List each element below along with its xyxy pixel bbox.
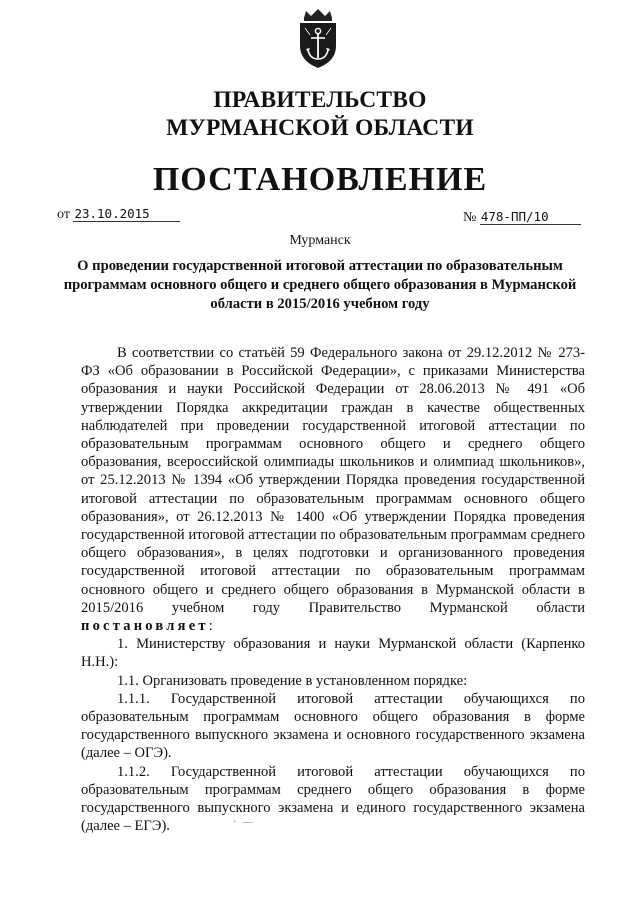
number-value: 478-ПП/10: [480, 209, 581, 225]
city-name: Мурманск: [289, 233, 351, 248]
preamble-paragraph: [81, 344, 585, 635]
preamble-text: В соответствии со статьёй 59 Федерального закона от 29.12.2012 № 273-ФЗ «Об образовании в Российской Федерации», с приказами Министерства образования и науки Российской Федерации от 28.06.2013 № 491 «Об утверждении Порядка аккредитации граждан в качестве общественных наблюдателей при проведении государственной итоговой аттестации по образовательным программам основного общего и среднего общего образования, всероссийской олимпиады школьников и олимпиад школьников», от 25.12.2013 № 1394 «Об утверждении Порядка проведения государственной итоговой аттестации по образовательным программам основного общего образования», от 26.12.2013 № 1400 «Об утверждении Порядка проведения государственной итоговой аттестации по образовательным программам среднего общего образования», в целях подготовки и организованного проведения государственной итоговой аттестации по образовательным программам основного общего и среднего общего образования в Мурманской области в 2015/2016 учебном году Правительство Мурманской области: [81, 345, 585, 616]
document-body: [81, 344, 585, 835]
document-number: [463, 209, 581, 226]
scan-marks: · —: [233, 817, 255, 828]
decree-colon: :: [208, 618, 213, 635]
document-date: [57, 206, 180, 223]
item-1-1-2: 1.1.2. Государственной итоговой аттестации обучающихся по образовательным программам среднего общего образования в форме государственного выпускного экзамена и единого государственного экзамена (далее – ЕГЭ).: [81, 763, 585, 835]
item-1: 1. Министерству образования и науки Мурманской области (Карпенко Н.Н.):: [81, 636, 585, 671]
coat-of-arms-emblem: [292, 8, 344, 70]
date-prefix: от: [57, 207, 70, 222]
government-name-line-2: МУРМАНСКОЙ ОБЛАСТИ: [166, 115, 474, 141]
decree-word: постановляет: [81, 618, 209, 635]
government-heading: [0, 86, 640, 142]
number-prefix: №: [463, 210, 477, 225]
item-1-1-1: 1.1.1. Государственной итоговой аттестации обучающихся по образовательным программам основного общего образования в форме государственного выпускного экзамена и основного государственного экзамена (далее – ОГЭ).: [81, 690, 585, 762]
document-title: О проведении государственной итоговой аттестации по образовательным программам основного общего и среднего общего образования в Мурманской области в 2015/2016 учебном году: [63, 258, 577, 312]
government-name-line-1: ПРАВИТЕЛЬСТВО: [213, 87, 427, 113]
document-type-heading: ПОСТАНОВЛЕНИЕ: [152, 161, 488, 198]
item-1-1: 1.1. Организовать проведение в установленном порядке:: [117, 672, 468, 689]
date-value: 23.10.2015: [73, 206, 180, 222]
